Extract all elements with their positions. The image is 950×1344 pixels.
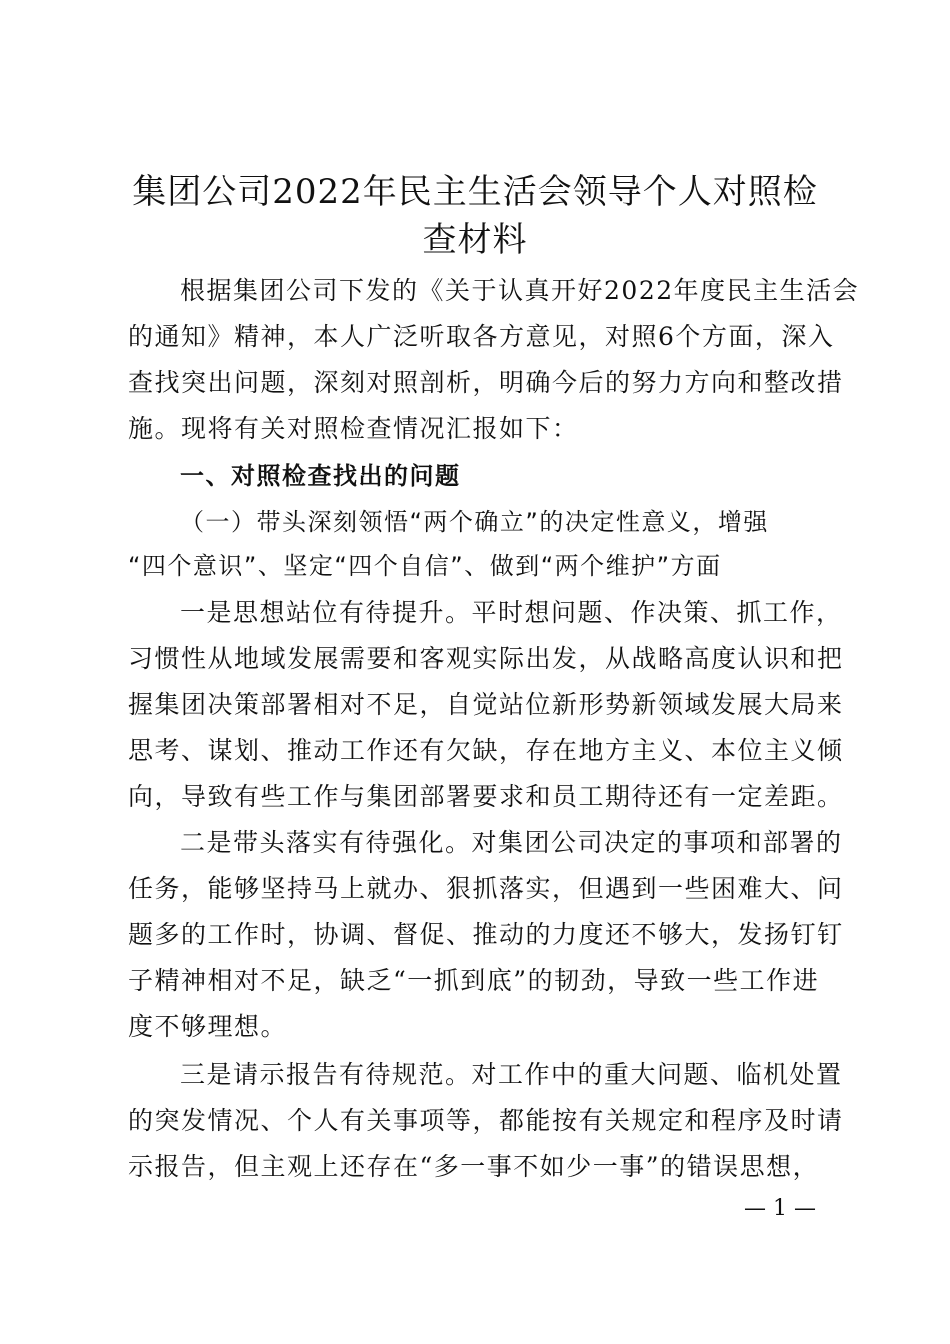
paragraph-line: 向，导致有些工作与集团部署要求和员工期待还有一定差距。 (128, 782, 844, 811)
intro-line: 的通知》精神，本人广泛听取各方意见，对照6个方面，深入 (128, 322, 835, 351)
intro-line: 根据集团公司下发的《关于认真开好2022年度民主生活会 (180, 276, 860, 305)
paragraph-line: 握集团决策部署相对不足，自觉站位新形势新领域发展大局来 (128, 690, 844, 719)
section-heading: 一、对照检查找出的问题 (180, 462, 461, 490)
paragraph-line: 三是请示报告有待规范。对工作中的重大问题、临机处置 (180, 1060, 843, 1089)
paragraph-line: 一是思想站位有待提升。平时想问题、作决策、抓工作， (180, 598, 843, 627)
subsection-heading-line: （一）带头深刻领悟“两个确立”的决定性意义，增强 (180, 508, 769, 536)
paragraph-line: 二是带头落实有待强化。对集团公司决定的事项和部署的 (180, 828, 843, 857)
intro-line: 查找突出问题，深刻对照剖析，明确今后的努力方向和整改措 (128, 368, 844, 397)
paragraph-line: 示报告，但主观上还存在“多一事不如少一事”的错误思想， (128, 1152, 820, 1181)
paragraph-line: 习惯性从地域发展需要和客观实际出发，从战略高度认识和把 (128, 644, 844, 673)
intro-line: 施。现将有关对照检查情况汇报如下： (128, 414, 579, 443)
paragraph-line: 任务，能够坚持马上就办、狠抓落实，但遇到一些困难大、问 (128, 874, 844, 903)
paragraph-line: 思考、谋划、推动工作还有欠缺，存在地方主义、本位主义倾 (128, 736, 844, 765)
document-title-line-1: 集团公司2022年民主生活会领导个人对照检 (132, 172, 818, 212)
document-title-line-2: 查材料 (422, 220, 528, 260)
paragraph-line: 的突发情况、个人有关事项等，都能按有关规定和程序及时请 (128, 1106, 844, 1135)
paragraph-line: 题多的工作时，协调、督促、推动的力度还不够大，发扬钉钉 (128, 920, 844, 949)
paragraph-line: 度不够理想。 (128, 1012, 288, 1041)
page-number: — 1 — (744, 1196, 816, 1221)
subsection-heading-line: “四个意识”、坚定“四个自信”、做到“两个维护”方面 (128, 552, 722, 580)
paragraph-line: 子精神相对不足，缺乏“一抓到底”的韧劲，导致一些工作进 (128, 966, 820, 995)
